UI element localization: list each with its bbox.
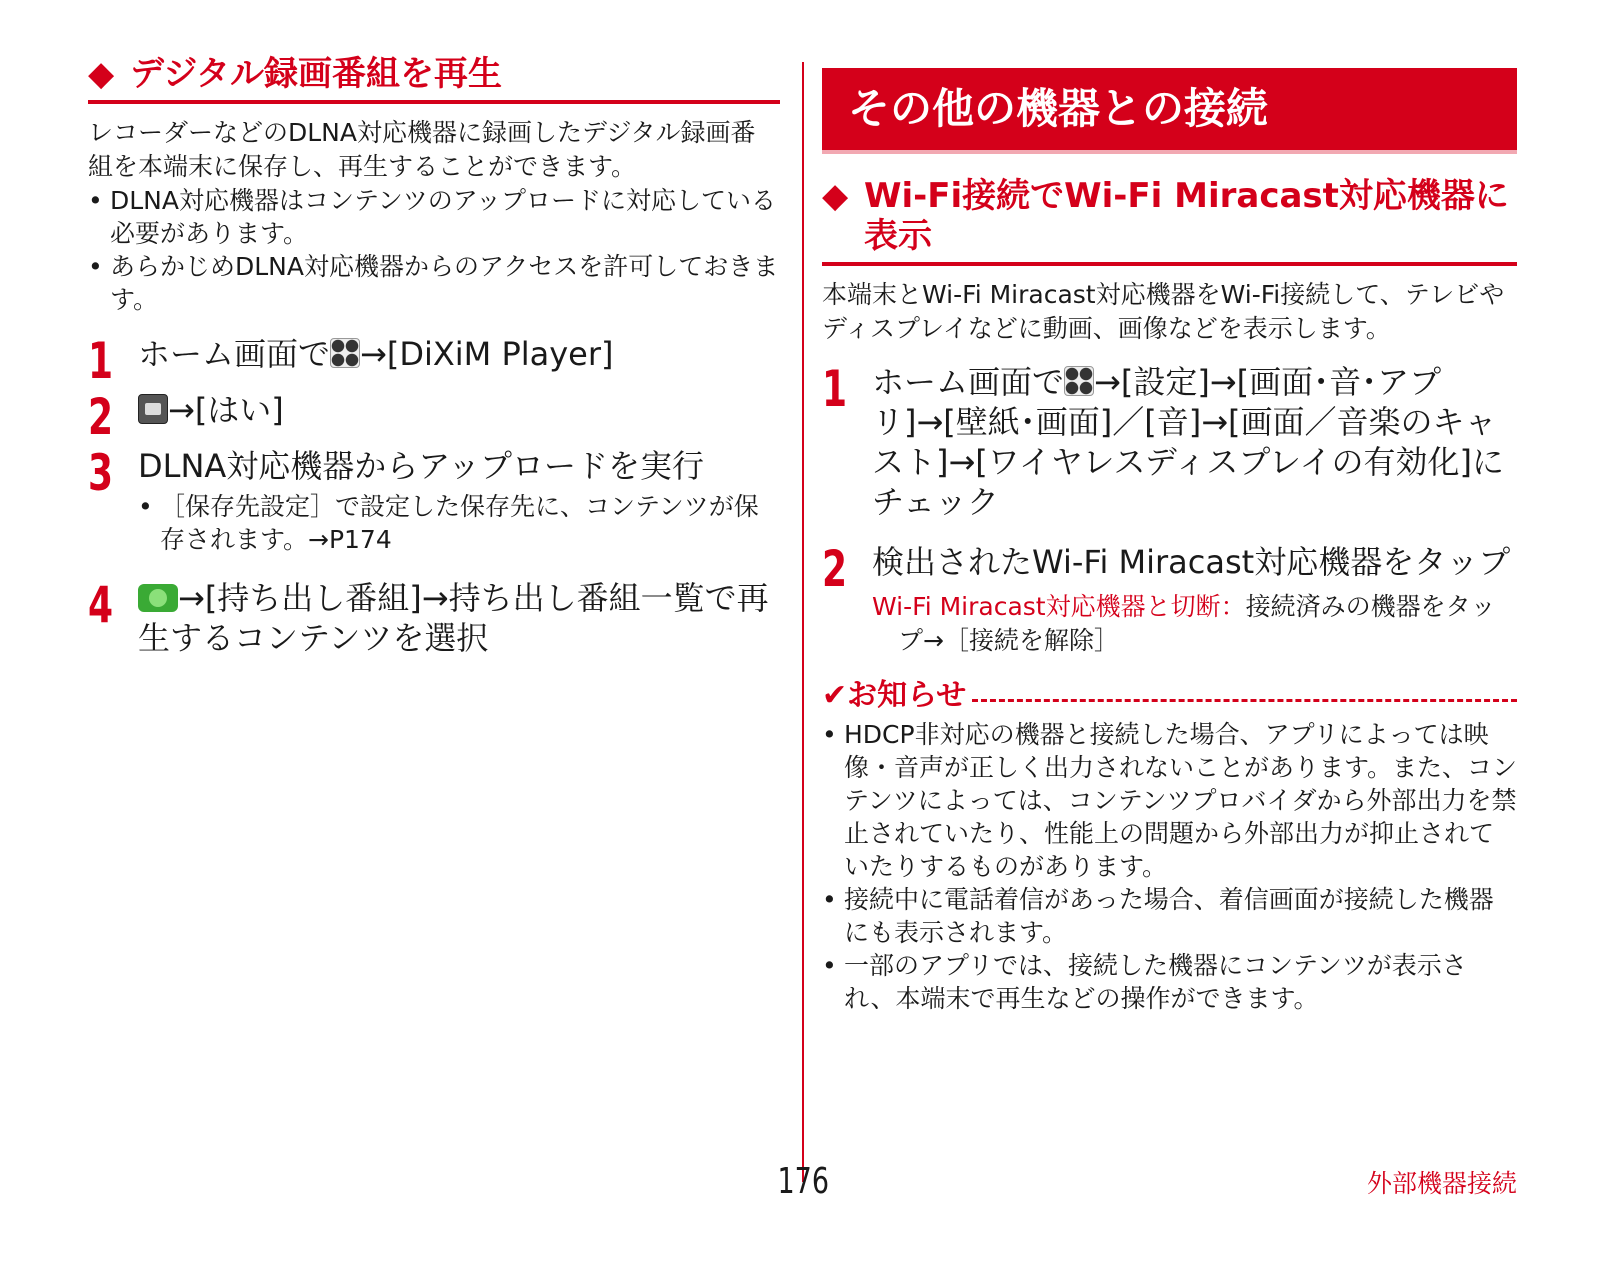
- note-heading: [822, 678, 1517, 714]
- chapter-label: 外部機器接続: [1366, 1169, 1517, 1198]
- section-heading-text: デジタル録画番組を再生: [130, 54, 502, 94]
- prereq-list: [88, 184, 780, 316]
- diamond-icon: ◆: [822, 176, 849, 216]
- step-text: DLNA対応機器からアップロードを実行: [138, 447, 705, 485]
- note-list: [822, 718, 1517, 1015]
- step-4: [88, 578, 780, 658]
- section-heading-miracast: [822, 176, 1517, 266]
- step-text: ホーム画面で →[DiXiM Player]: [138, 335, 614, 373]
- step-number: 1: [822, 360, 848, 418]
- step-sub-list: [138, 490, 780, 556]
- step-text: →[持ち出し番組]→持ち出し番組一覧で再生するコンテンツを選択: [138, 579, 769, 657]
- dixim-app-icon: [138, 394, 168, 424]
- note-title: お知らせ: [847, 678, 967, 713]
- step-number: 1: [88, 332, 114, 390]
- step-2: [88, 388, 780, 446]
- list-item: • HDCP非対応の機器と接続した場合、アプリによっては映像・音声が正しく出力されないことがあります。また、コンテンツによっては、コンテンツプロバイダから外部出力を禁止されていたり、性能上の問題から外部出力が抑止されていたりするものがあります。: [822, 720, 1518, 881]
- step-text: ホーム画面で →[設定]→[画面･音･アプリ]→[壁紙･画面]／[音]→[画面／音楽のキャスト]→[ワイヤレスディスプレイの有効化]にチェック: [872, 363, 1504, 521]
- step-number: 3: [88, 444, 114, 502]
- right-column: [822, 0, 1517, 1015]
- step-number: 2: [822, 540, 848, 598]
- step-number: 4: [88, 576, 114, 634]
- dashed-rule: [972, 699, 1517, 702]
- dixim-green-icon: [138, 584, 178, 612]
- step-text: →[はい]: [138, 390, 780, 430]
- intro-paragraph: 本端末とWi-Fi Miracast対応機器をWi-Fi接続して、テレビやディスプレイなどに動画、画像などを表示します。: [822, 280, 1505, 343]
- app-grid-icon: [330, 338, 360, 368]
- list-item: • ［保存先設定］で設定した保存先に、コンテンツが保存されます。→P174: [138, 492, 759, 554]
- intro-paragraph: レコーダーなどのDLNA対応機器に録画したデジタル録画番組を本端末に保存し、再生することができます。: [88, 118, 756, 181]
- list-item: • DLNA対応機器はコンテンツのアップロードに対応している必要があります。: [88, 186, 776, 248]
- disconnect-text: 接続済みの機器をタップ→［接続を解除］: [898, 592, 1496, 655]
- step-sub-note: [872, 590, 1517, 658]
- left-column: [88, 0, 780, 658]
- list-item: • あらかじめDLNA対応機器からのアクセスを許可しておきます。: [88, 252, 779, 314]
- step-text: 検出されたWi-Fi Miracast対応機器をタップ: [872, 543, 1511, 581]
- step-3: [88, 446, 780, 556]
- section-heading-digital-playback: [88, 54, 780, 104]
- step-1: [822, 362, 1517, 522]
- check-icon: ✔: [822, 678, 848, 713]
- step-number: 2: [88, 388, 114, 446]
- list-item: • 接続中に電話着信があった場合、着信画面が接続した機器にも表示されます。: [822, 885, 1494, 947]
- list-item: • 一部のアプリでは、接続した機器にコンテンツが表示され、本端末で再生などの操作ができます。: [822, 951, 1467, 1013]
- chapter-banner: その他の機器との接続: [822, 68, 1517, 154]
- column-divider: [802, 62, 804, 1182]
- page-number: 176: [777, 1161, 830, 1202]
- step-2: [822, 542, 1517, 658]
- step-1: [88, 332, 780, 390]
- diamond-icon: ◆: [88, 54, 115, 94]
- disconnect-label: Wi-Fi Miracast対応機器と切断：: [872, 592, 1246, 621]
- app-grid-icon: [1064, 366, 1094, 396]
- section-heading-text: Wi-Fi接続でWi-Fi Miracast対応機器に表示: [864, 176, 1509, 256]
